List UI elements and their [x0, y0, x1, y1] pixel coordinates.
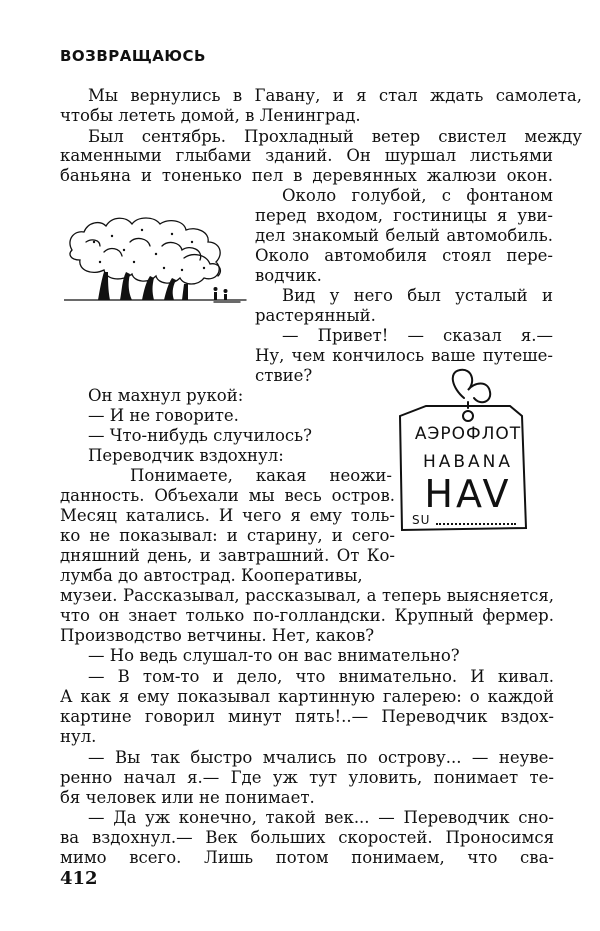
text-line: ствие? [255, 366, 313, 385]
text-line: нул. [60, 727, 97, 746]
text-line: — И не говорите. [88, 406, 239, 425]
text-line: А как я ему показывал картинную галерею: о каждой [60, 687, 554, 706]
text-line: картине говорил минут пять!..— Переводчик вздох- [60, 707, 554, 726]
chapter-heading: ВОЗВРАЩАЮСЬ [60, 47, 206, 65]
text-line: — Что-нибудь случилось? [88, 426, 312, 445]
text-line: Был сентябрь. Прохладный ветер свистел между [88, 127, 582, 146]
text-line: мимо всего. Лишь потом понимаем, что сва- [60, 848, 554, 867]
tag-dotted-line [436, 523, 516, 525]
luggage-tag-illustration [396, 366, 542, 534]
tag-city: HABANA [422, 452, 514, 472]
text-line: водчик. [255, 266, 322, 285]
text-line: — Но ведь слушал-то он вас внимательно? [88, 646, 460, 665]
text-line: что он знает только по-голландски. Крупный фермер. [60, 606, 554, 625]
text-line: чтобы лететь домой, в Ленинград. [60, 106, 361, 125]
text-line: перед входом, гостиницы я уви- [255, 206, 553, 225]
text-line: Месяц катались. И чего я ему толь- [60, 506, 395, 525]
text-line: Около автомобиля стоял пере- [255, 246, 553, 265]
text-line: Ну, чем кончилось ваше путеше- [255, 346, 553, 365]
text-line: ко не показывал: и старину, и сего- [60, 526, 395, 545]
text-line: дняшний день, и завтрашний. От Ко- [60, 546, 395, 565]
text-line: ренно начал я.— Где уж тут уловить, понимает те- [60, 768, 554, 787]
text-line: — В том-то и дело, что внимательно. И кивал. [88, 667, 554, 686]
text-line: бя человек или не понимает. [60, 788, 315, 807]
text-line: растерянный. [255, 306, 376, 325]
tag-airline: АЭРОФЛОТ [414, 424, 522, 444]
tag-su: SU [412, 513, 431, 527]
text-line: Вид у него был усталый и [282, 286, 553, 305]
text-line: — Вы так быстро мчались по острову... — неуве- [88, 748, 554, 767]
text-line: Производство ветчины. Нет, каков? [60, 626, 375, 645]
text-line: ва вздохнул.— Век больших скоростей. Проносимся [60, 828, 554, 847]
text-line: Около голубой, с фонтаном [282, 186, 553, 205]
text-line: музеи. Рассказывал, рассказывал, а теперь выясняется, [60, 586, 554, 605]
text-line: — Привет! — сказал я.— [282, 326, 553, 345]
text-line: каменными глыбами зданий. Он шуршал листьями [60, 146, 553, 165]
text-line: лумба до автострад. Кооперативы, [60, 566, 363, 585]
tag-airport-code: HAV [424, 472, 512, 516]
text-line: данность. Объехали мы весь остров. [60, 486, 395, 505]
text-line: Он махнул рукой: [88, 386, 244, 405]
text-line: Переводчик вздохнул: [88, 446, 284, 465]
banyan-trees-illustration [64, 212, 250, 316]
text-line: Мы вернулись в Гавану, и я стал ждать самолета, [88, 86, 582, 105]
text-line: баньяна и тоненько пел в деревянных жалюзи окон. [60, 166, 553, 185]
text-line: Понимаете, какая неожи- [130, 466, 392, 485]
text-line: дел знакомый белый автомобиль. [255, 226, 553, 245]
text-line: — Да уж конечно, такой век... — Переводчик сно- [88, 808, 554, 827]
page-number: 412 [60, 868, 98, 889]
